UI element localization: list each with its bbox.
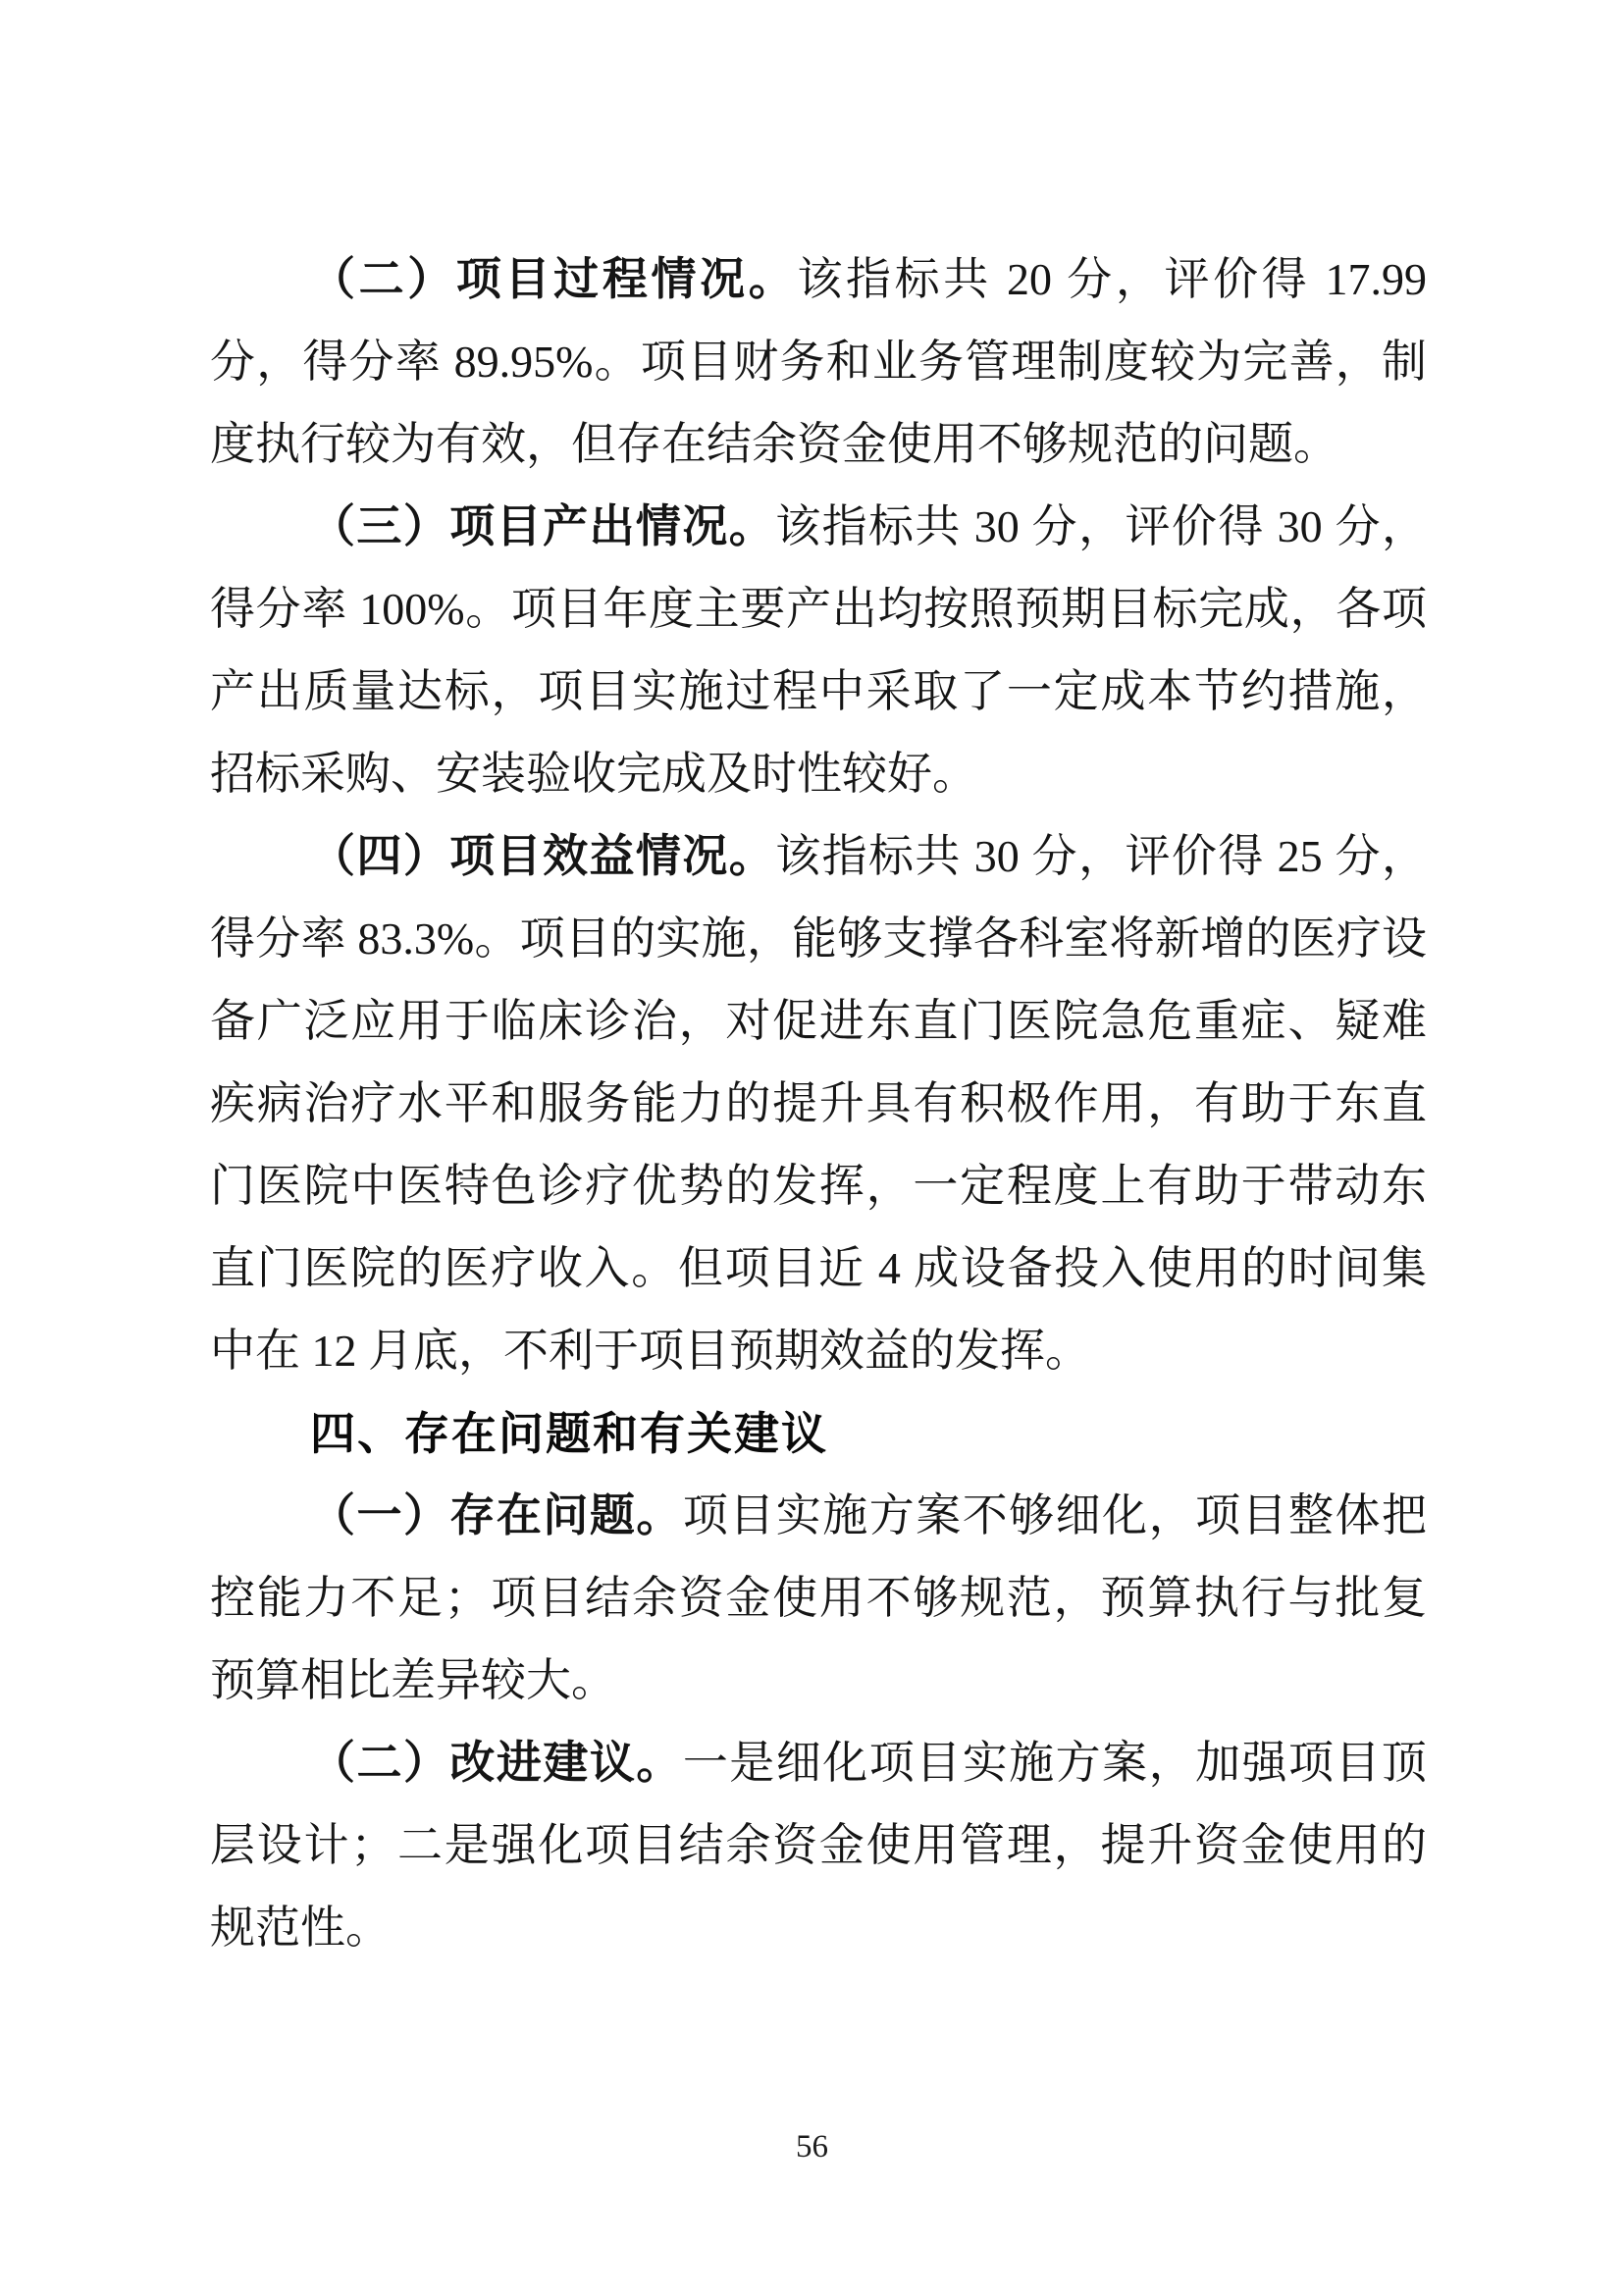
para-project-output (210, 486, 1427, 815)
para-improvement-suggestions-lead: （二）改进建议。 (310, 1738, 683, 1788)
document-body (210, 238, 1427, 1969)
page-number: 56 (796, 2129, 828, 2165)
para-project-process-lead: （二）项目过程情况。 (310, 254, 798, 304)
para-improvement-suggestions (210, 1722, 1427, 1969)
para-project-benefit (210, 815, 1427, 1392)
para-improvement-suggestions-text: 一是细化项目实施方案，加强项目顶层设计；二是强化项目结余资金使用管理，提升资金使用的规范性。 (210, 1738, 1428, 1953)
para-project-process (210, 238, 1427, 486)
para-project-benefit-text: 该指标共 30 分，评价得 25 分，得分率 83.3%。项目的实施，能够支撑各科室将新增的医疗设备广泛应用于临床诊治，对促进东直门医院急危重症、疑难疾病治疗水平和服务能力的提升具有积极作用，有助于东直门医院中医特色诊疗优势的发挥，一定程度上有助于带动东直门医院的医疗收入。但项目近 4 成设备投入使用的时间集中在 12 月底，不利于项目预期效益的发挥。 (210, 831, 1428, 1376)
para-existing-problems-lead: （一）存在问题。 (310, 1490, 683, 1540)
para-existing-problems-text: 项目实施方案不够细化，项目整体把控能力不足；项目结余资金使用不够规范，预算执行与批复预算相比差异较大。 (210, 1490, 1428, 1705)
para-project-output-lead: （三）项目产出情况。 (310, 501, 776, 551)
section-heading-problems-suggestions: 四、存在问题和有关建议 (310, 1408, 828, 1459)
para-existing-problems (210, 1475, 1427, 1722)
para-project-process-text: 该指标共 20 分，评价得 17.99 分，得分率 89.95%。项目财务和业务管理制度较为完善，制度执行较为有效，但存在结余资金使用不够规范的问题。 (210, 254, 1428, 469)
para-project-benefit-lead: （四）项目效益情况。 (310, 831, 776, 881)
para-project-output-text: 该指标共 30 分，评价得 30 分，得分率 100%。项目年度主要产出均按照预期目标完成，各项产出质量达标，项目实施过程中采取了一定成本节约措施，招标采购、安装验收完成及时性较好。 (210, 501, 1428, 799)
